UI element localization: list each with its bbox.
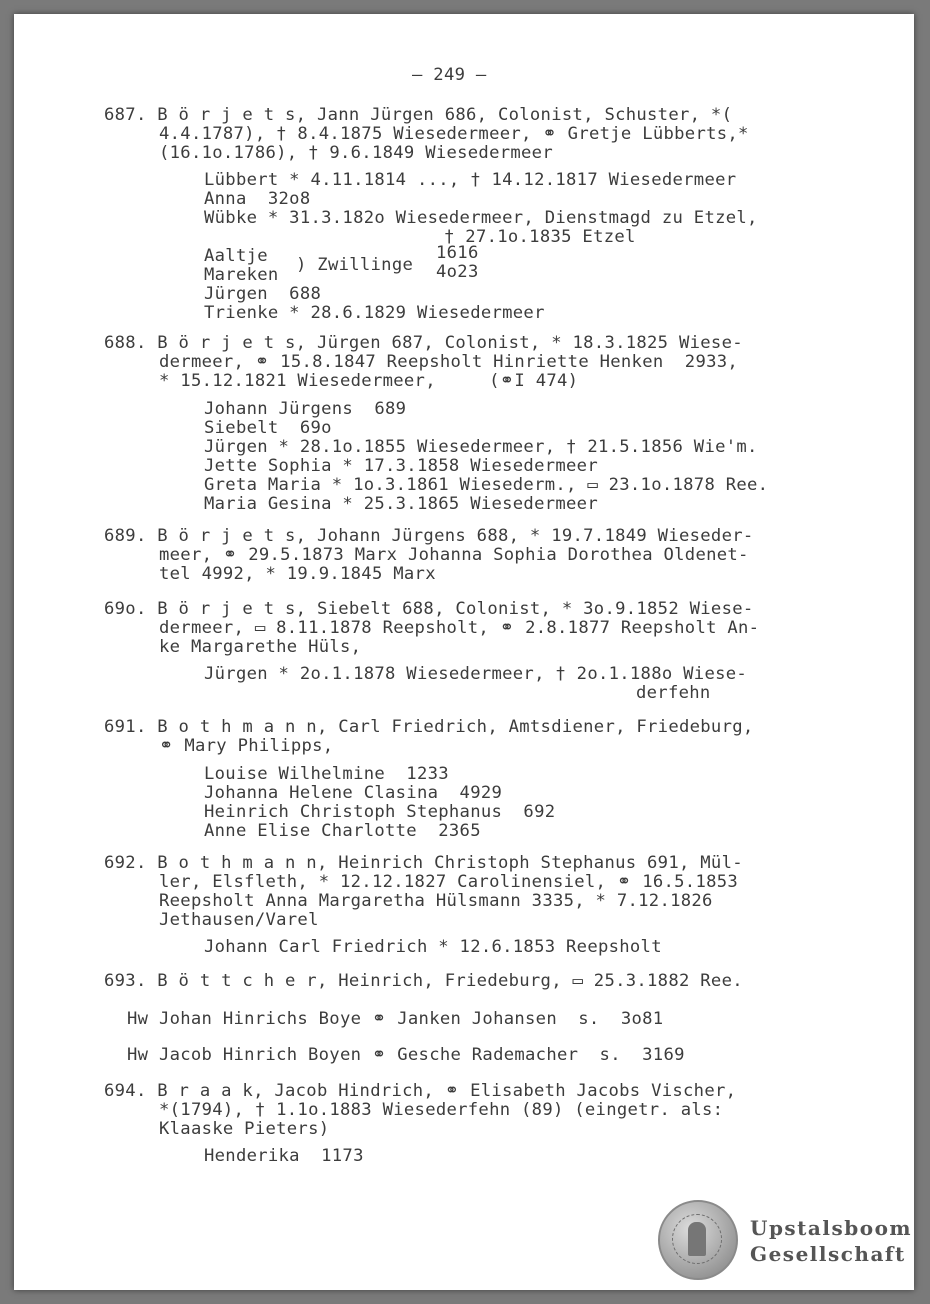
document-page	[14, 14, 914, 1290]
child-line: Aaltje	[204, 246, 268, 266]
child-line: Johann Jürgens 689	[204, 399, 407, 419]
twins-note: ) Zwillinge	[296, 255, 414, 275]
child-line: Siebelt 69o	[204, 418, 332, 438]
entry-line: meer, ⚭ 29.5.1873 Marx Johanna Sophia Dorothea Oldenet-	[159, 545, 749, 565]
entry-line: 4.4.1787), † 8.4.1875 Wiesedermeer, ⚭ Gretje Lübberts,*	[159, 124, 749, 144]
page-number: – 249 –	[412, 65, 487, 85]
logo-text-line2: Gesellschaft	[750, 1242, 906, 1266]
entry-line: 693. B ö t t c h e r, Heinrich, Friedeburg, ▭ 25.3.1882 Ree.	[104, 971, 743, 991]
child-line: Johanna Helene Clasina 4929	[204, 783, 503, 803]
child-line: † 27.1o.1835 Etzel	[444, 227, 636, 247]
page-frame	[14, 14, 914, 1290]
child-line: derfehn	[636, 683, 711, 703]
child-line: Greta Maria * 1o.3.1861 Wiesederm., ▭ 23.1o.1878 Ree.	[204, 475, 769, 495]
entry-line: 69o. B ö r j e t s, Siebelt 688, Colonist, * 3o.9.1852 Wiese-	[104, 599, 754, 619]
entry-line: Reepsholt Anna Margaretha Hülsmann 3335, * 7.12.1826	[159, 891, 713, 911]
entry-line: 694. B r a a k, Jacob Hindrich, ⚭ Elisabeth Jacobs Vischer,	[104, 1081, 737, 1101]
child-line: Louise Wilhelmine 1233	[204, 764, 449, 784]
entry-line: 688. B ö r j e t s, Jürgen 687, Colonist, * 18.3.1825 Wiese-	[104, 333, 743, 353]
child-line: Anna 32o8	[204, 189, 311, 209]
entry-line: ke Margarethe Hüls,	[159, 637, 362, 657]
entry-line: 687. B ö r j e t s, Jann Jürgen 686, Colonist, Schuster, *(	[104, 105, 733, 125]
entry-line: dermeer, ⚭ 15.8.1847 Reepsholt Hinriette Henken 2933,	[159, 352, 739, 372]
entry-line: Klaaske Pieters)	[159, 1119, 330, 1139]
entry-line: * 15.12.1821 Wiesedermeer, (⚭I 474)	[159, 371, 579, 391]
child-line: Heinrich Christoph Stephanus 692	[204, 802, 556, 822]
child-line: Trienke * 28.6.1829 Wiesedermeer	[204, 303, 545, 323]
child-number: 4o23	[436, 262, 479, 282]
child-line: Henderika 1173	[204, 1146, 364, 1166]
child-line: Jette Sophia * 17.3.1858 Wiesedermeer	[204, 456, 598, 476]
entry-line: 689. B ö r j e t s, Johann Jürgens 688, * 19.7.1849 Wieseder-	[104, 526, 754, 546]
child-line: Maria Gesina * 25.3.1865 Wiesedermeer	[204, 494, 598, 514]
hw-reference: Hw Jacob Hinrich Boyen ⚭ Gesche Rademacher s. 3169	[127, 1045, 685, 1065]
entry-line: (16.1o.1786), † 9.6.1849 Wiesedermeer	[159, 143, 553, 163]
hw-reference: Hw Johan Hinrichs Boye ⚭ Janken Johansen s. 3o81	[127, 1009, 664, 1029]
seal-icon	[658, 1200, 738, 1280]
child-line: Anne Elise Charlotte 2365	[204, 821, 481, 841]
entry-line: Jethausen/Varel	[159, 910, 319, 930]
entry-line: *(1794), † 1.1o.1883 Wiesederfehn (89) (eingetr. als:	[159, 1100, 724, 1120]
society-logo	[658, 1200, 913, 1280]
entry-line: dermeer, ▭ 8.11.1878 Reepsholt, ⚭ 2.8.1877 Reepsholt An-	[159, 618, 760, 638]
child-line: Jürgen * 2o.1.1878 Wiesedermeer, † 2o.1.188o Wiese-	[204, 664, 748, 684]
child-line: Wübke * 31.3.182o Wiesedermeer, Dienstmagd zu Etzel,	[204, 208, 758, 228]
entry-line: 692. B o t h m a n n, Heinrich Christoph Stephanus 691, Mül-	[104, 853, 743, 873]
child-line: Jürgen * 28.1o.1855 Wiesedermeer, † 21.5.1856 Wie'm.	[204, 437, 758, 457]
entry-line: tel 4992, * 19.9.1845 Marx	[159, 564, 436, 584]
child-line: Jürgen 688	[204, 284, 322, 304]
child-number: 1616	[436, 243, 479, 263]
entry-line: 691. B o t h m a n n, Carl Friedrich, Amtsdiener, Friedeburg,	[104, 717, 754, 737]
entry-line: ler, Elsfleth, * 12.12.1827 Carolinensiel, ⚭ 16.5.1853	[159, 872, 739, 892]
logo-text-line1: Upstalsboom	[750, 1216, 913, 1240]
child-line: Lübbert * 4.11.1814 ..., † 14.12.1817 Wiesedermeer	[204, 170, 737, 190]
child-line: Mareken	[204, 265, 279, 285]
child-line: Johann Carl Friedrich * 12.6.1853 Reepsholt	[204, 937, 662, 957]
entry-line: ⚭ Mary Philipps,	[159, 736, 334, 756]
